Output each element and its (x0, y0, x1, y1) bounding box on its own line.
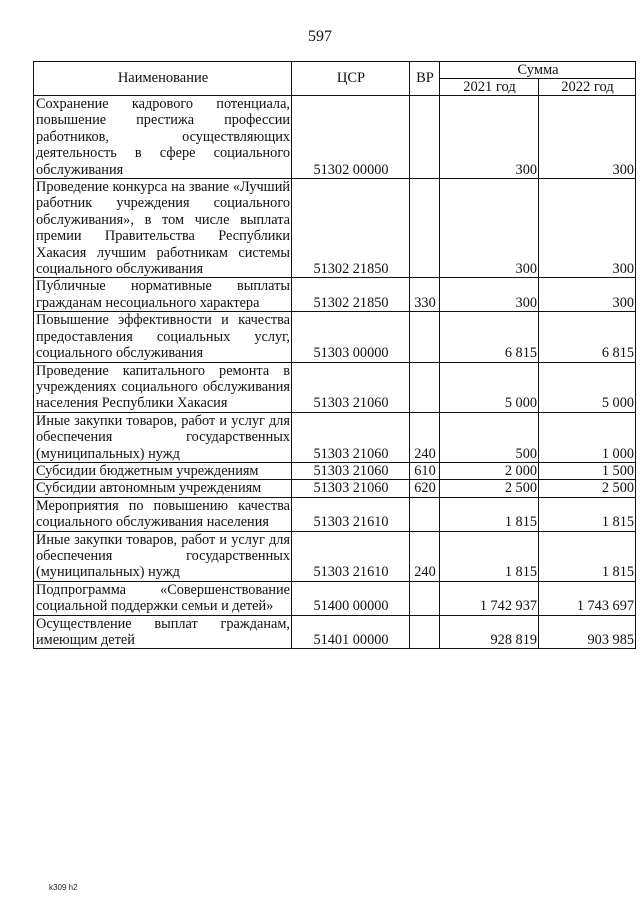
row-name: Иные закупки товаров, работ и услуг для обеспечения государственных (муниципальных) нужд (34, 412, 292, 462)
row-sum-2021: 1 815 (440, 497, 539, 531)
row-vr (410, 581, 440, 615)
table-row (34, 615, 636, 649)
header-sum: Сумма (440, 62, 636, 79)
row-sum-2021: 300 (440, 96, 539, 179)
table-row (34, 179, 636, 278)
header-csr: ЦСР (292, 62, 410, 96)
row-csr: 51303 21610 (292, 531, 410, 581)
row-vr: 330 (410, 278, 440, 312)
row-name: Подпрограмма «Совершенствование социальной поддержки семьи и детей» (34, 581, 292, 615)
footer-code: k309 h2 (49, 883, 78, 892)
row-csr: 51401 00000 (292, 615, 410, 649)
row-csr: 51303 00000 (292, 312, 410, 362)
row-csr: 51400 00000 (292, 581, 410, 615)
row-sum-2022: 300 (539, 179, 636, 278)
row-csr: 51302 00000 (292, 96, 410, 179)
row-vr (410, 497, 440, 531)
row-vr (410, 96, 440, 179)
row-sum-2021: 928 819 (440, 615, 539, 649)
header-year-2021: 2021 год (440, 79, 539, 96)
table-row (34, 278, 636, 312)
row-sum-2022: 300 (539, 96, 636, 179)
row-vr (410, 615, 440, 649)
row-vr (410, 312, 440, 362)
page-number: 597 (308, 28, 332, 45)
row-sum-2022: 1 815 (539, 531, 636, 581)
row-name: Проведение капитального ремонта в учреждениях социального обслуживания населения Республики Хакасия (34, 362, 292, 412)
row-vr: 610 (410, 462, 440, 479)
row-sum-2022: 300 (539, 278, 636, 312)
row-sum-2022: 1 000 (539, 412, 636, 462)
row-sum-2022: 1 500 (539, 462, 636, 479)
row-name: Сохранение кадрового потенциала, повышение престижа профессии работников, осуществляющих деятельность в сфере социального обслуживания (34, 96, 292, 179)
row-name: Иные закупки товаров, работ и услуг для обеспечения государственных (муниципальных) нужд (34, 531, 292, 581)
row-sum-2021: 1 815 (440, 531, 539, 581)
row-sum-2021: 5 000 (440, 362, 539, 412)
row-csr: 51302 21850 (292, 179, 410, 278)
row-name: Субсидии автономным учреждениям (34, 480, 292, 497)
row-vr: 240 (410, 531, 440, 581)
table-row (34, 362, 636, 412)
row-sum-2022: 903 985 (539, 615, 636, 649)
row-csr: 51303 21610 (292, 497, 410, 531)
row-vr: 620 (410, 480, 440, 497)
row-sum-2021: 6 815 (440, 312, 539, 362)
table-header (34, 62, 636, 96)
row-sum-2021: 1 742 937 (440, 581, 539, 615)
row-sum-2022: 1 743 697 (539, 581, 636, 615)
row-name: Публичные нормативные выплаты гражданам несоциального характера (34, 278, 292, 312)
row-sum-2022: 5 000 (539, 362, 636, 412)
row-vr (410, 179, 440, 278)
row-csr: 51303 21060 (292, 462, 410, 479)
row-csr: 51303 21060 (292, 362, 410, 412)
row-sum-2021: 300 (440, 278, 539, 312)
row-sum-2021: 2 000 (440, 462, 539, 479)
table-row (34, 480, 636, 497)
row-sum-2022: 2 500 (539, 480, 636, 497)
row-name: Субсидии бюджетным учреждениям (34, 462, 292, 479)
budget-table (33, 61, 636, 649)
row-vr (410, 362, 440, 412)
row-name: Проведение конкурса на звание «Лучший работник учреждения социального обслуживания», в том числе выплата премии Правительства Республики Хакасия лучшим работникам системы социального обслуживания (34, 179, 292, 278)
header-year-2022: 2022 год (539, 79, 636, 96)
table-row (34, 531, 636, 581)
table-row (34, 462, 636, 479)
header-name: Наименование (34, 62, 292, 96)
table-row (34, 497, 636, 531)
table-row (34, 312, 636, 362)
row-name: Мероприятия по повышению качества социального обслуживания населения (34, 497, 292, 531)
table-row (34, 581, 636, 615)
row-name: Осуществление выплат гражданам, имеющим детей (34, 615, 292, 649)
row-sum-2021: 300 (440, 179, 539, 278)
row-csr: 51303 21060 (292, 480, 410, 497)
table-row (34, 412, 636, 462)
row-sum-2022: 6 815 (539, 312, 636, 362)
row-sum-2022: 1 815 (539, 497, 636, 531)
header-vr: ВР (410, 62, 440, 96)
table-row (34, 96, 636, 179)
row-vr: 240 (410, 412, 440, 462)
row-csr: 51303 21060 (292, 412, 410, 462)
row-sum-2021: 500 (440, 412, 539, 462)
row-csr: 51302 21850 (292, 278, 410, 312)
row-name: Повышение эффективности и качества предоставления социальных услуг, социального обслуживания (34, 312, 292, 362)
row-sum-2021: 2 500 (440, 480, 539, 497)
